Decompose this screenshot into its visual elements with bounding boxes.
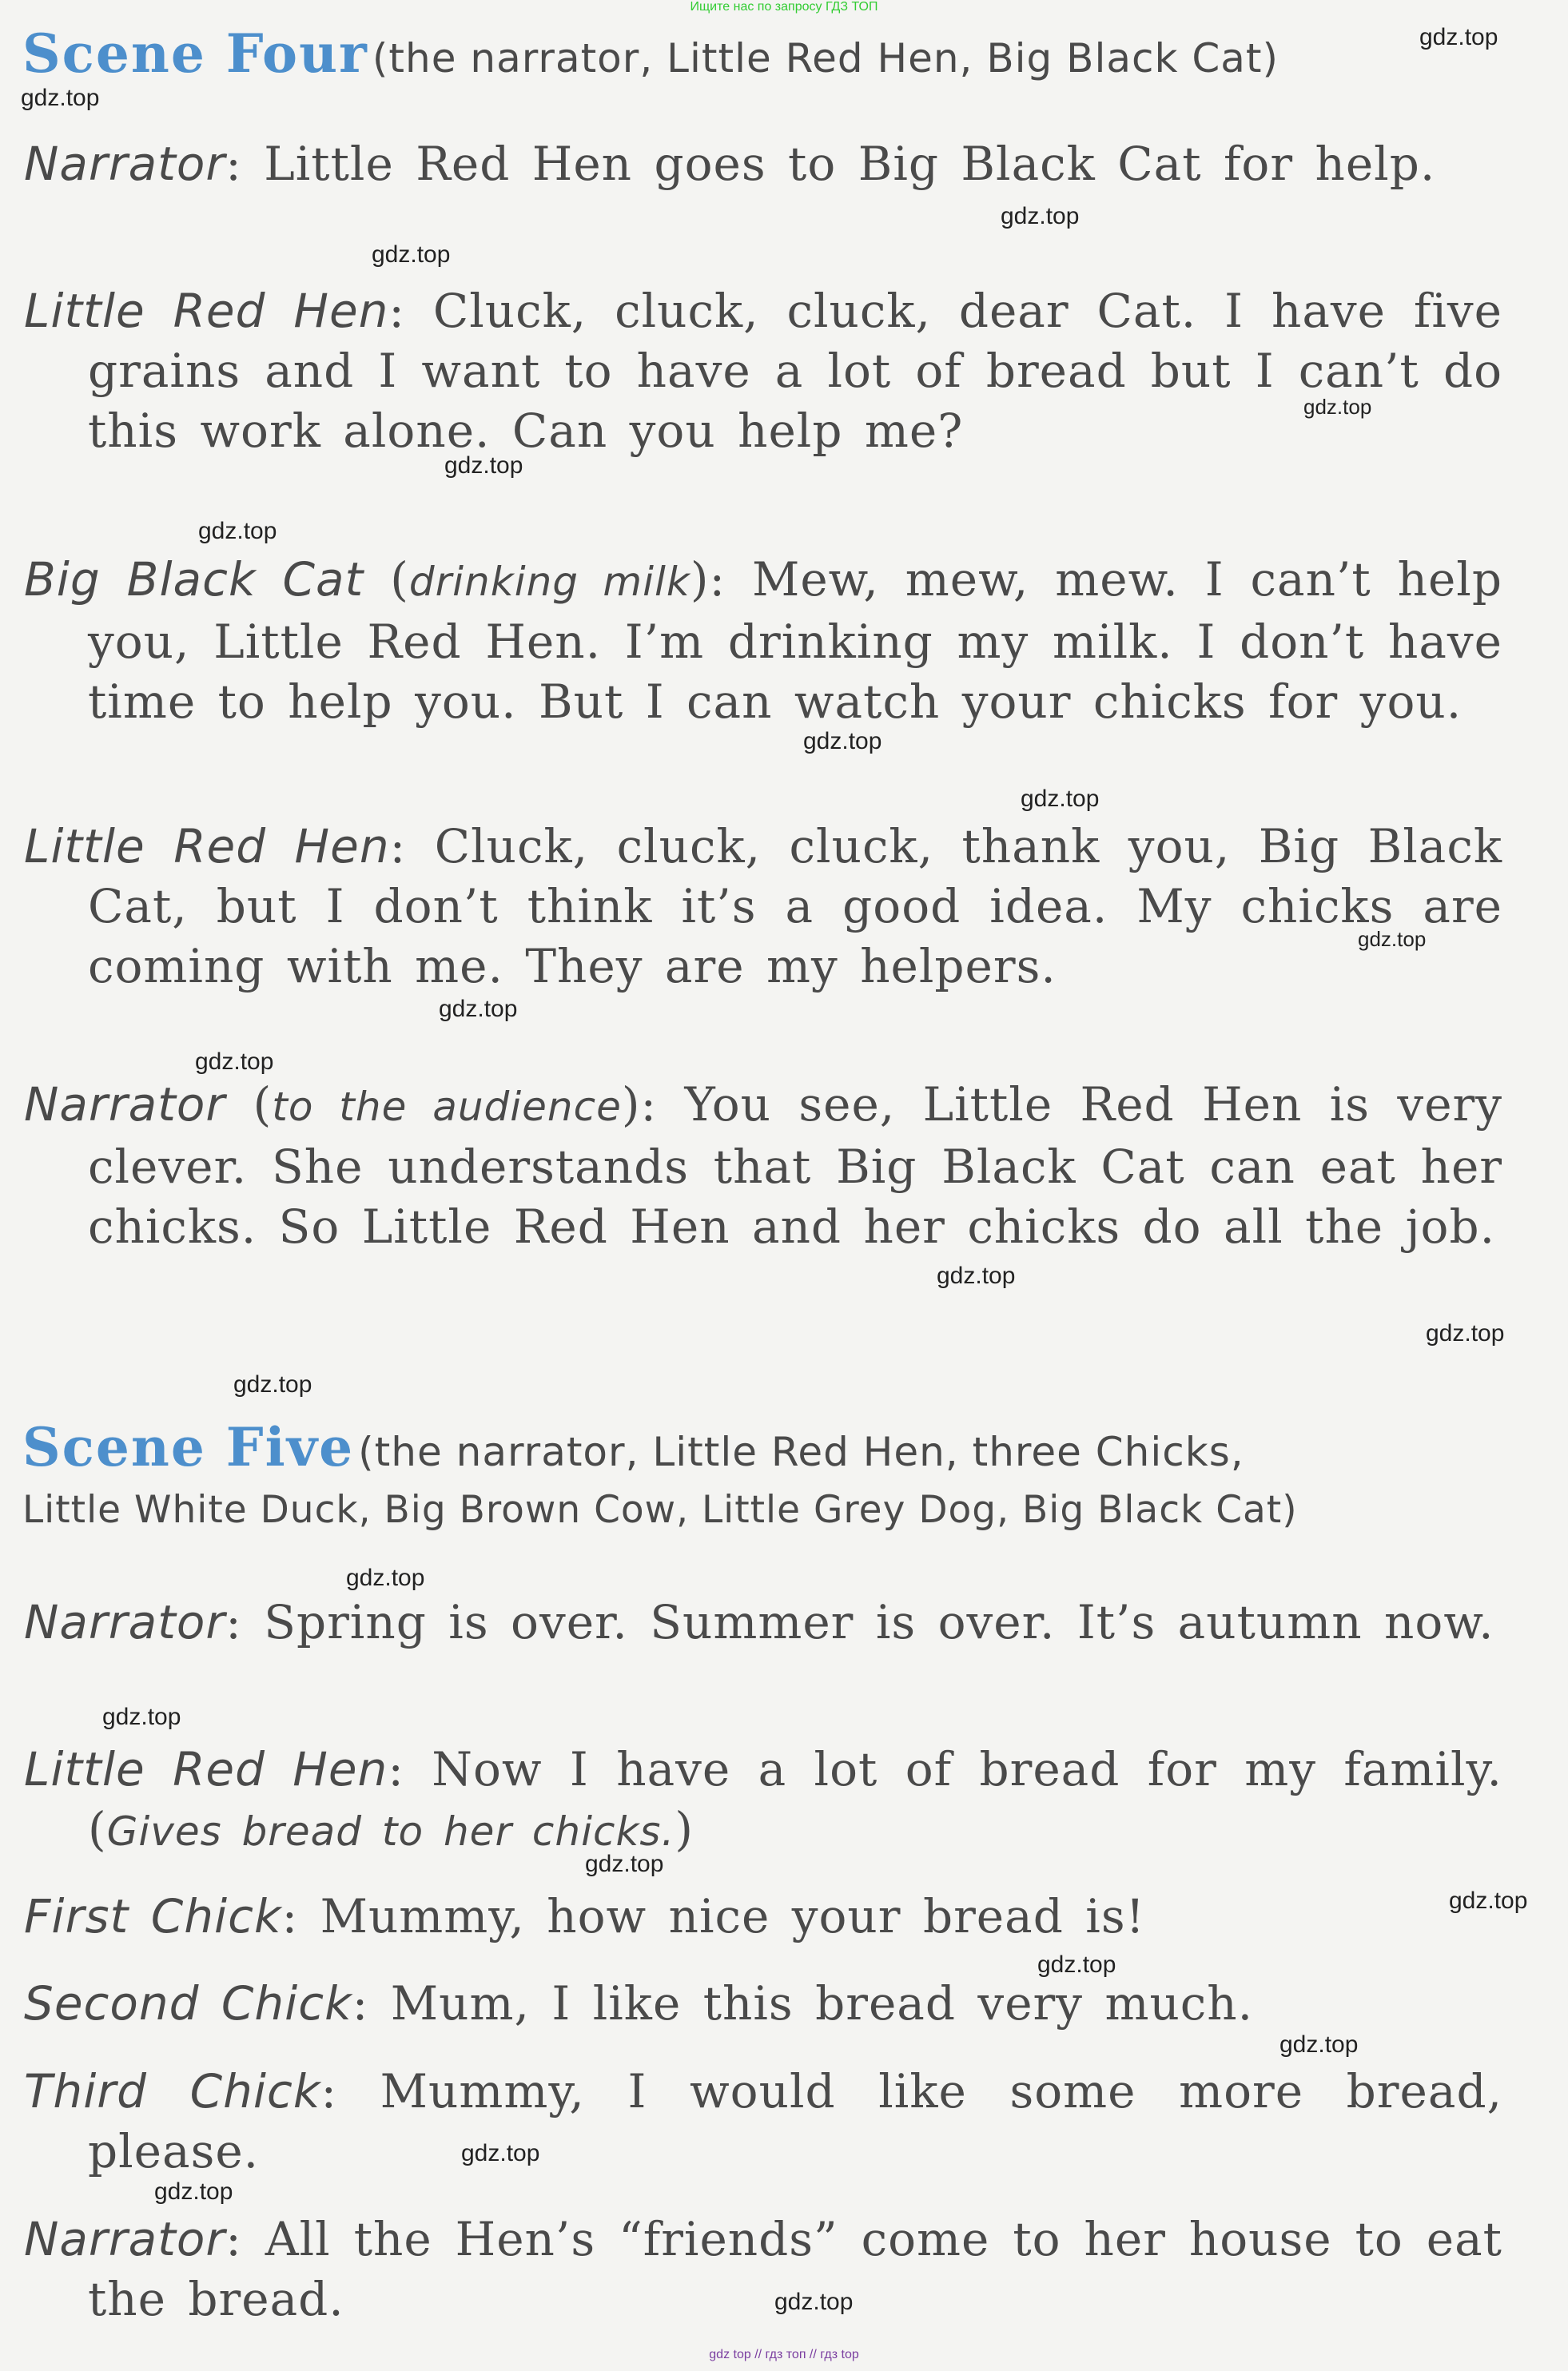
line-text: Mummy, I would like some more bread, please. <box>88 2064 1503 2178</box>
line-text: Mew, mew, mew. I can’t help you, Little Red Hen. I’m drinking my milk. I don’t have time to help you. But I can watch your chicks for you. <box>88 552 1502 729</box>
line-text: All the Hen’s “friends” come to her house to eat the bread. <box>88 2212 1502 2326</box>
speaker-name: Third Chick <box>24 2064 321 2118</box>
speaker-name: First Chick <box>24 1889 282 1943</box>
speaker-name: Little Red Hen <box>24 1742 388 1796</box>
line-text: You see, Little Red Hen is very clever. She understands that Big Black Cat can eat her chicks. So Little Red Hen and her chicks do all the job. <box>88 1077 1503 1254</box>
watermark: gdz.top <box>21 85 100 111</box>
watermark: gdz.top <box>803 728 882 754</box>
watermark: gdz.top <box>1449 1888 1528 1914</box>
watermark: gdz.top <box>1426 1320 1505 1347</box>
stage-direction: Gives bread to her chicks. <box>106 1808 675 1855</box>
dialogue-line: Narrator (to the audience): You see, Little Red Hen is very clever. She understands that Big Black Cat can eat her chicks. So Little Red Hen and her chicks do all the job. <box>24 1077 1503 1254</box>
line-text: Little Red Hen goes to Big Black Cat for help. <box>264 137 1436 191</box>
top-banner: Ищите нас по запросу ГДЗ ТОП <box>690 0 878 14</box>
watermark: gdz.top <box>1358 927 1427 951</box>
watermark: gdz.top <box>439 996 518 1022</box>
watermark: gdz.top <box>461 2140 540 2166</box>
scene-four-title: Scene Four <box>22 22 368 85</box>
line-text: Cluck, cluck, cluck, thank you, Big Black Cat, but I don’t think it’s a good idea. My chicks are coming with me. They are my helpers. <box>88 819 1503 993</box>
watermark: gdz.top <box>195 1048 274 1075</box>
dialogue-line: First Chick: Mummy, how nice your bread is! <box>24 1889 1145 1943</box>
watermark: gdz.top <box>585 1851 664 1877</box>
watermark: gdz.top <box>444 452 523 479</box>
watermark: gdz.top <box>198 518 277 544</box>
scene-five-title: Scene Five <box>22 1416 355 1478</box>
dialogue-line: Narrator: Little Red Hen goes to Big Black Cat for help. <box>24 137 1436 191</box>
dialogue-line: Second Chick: Mum, I like this bread very much. <box>24 1976 1254 2031</box>
line-text: Mummy, how nice your bread is! <box>320 1889 1145 1943</box>
dialogue-line: Narrator: Spring is over. Summer is over. It’s autumn now. <box>24 1595 1494 1649</box>
stage-direction: to the audience <box>272 1084 622 1130</box>
watermark: gdz.top <box>774 2289 854 2315</box>
speaker-name: Second Chick <box>24 1976 352 2031</box>
speaker-name: Little Red Hen <box>24 819 390 873</box>
line-text: Cluck, cluck, cluck, dear Cat. I have five grains and I want to have a lot of bread but I can’t do this work alone. Can you help me? <box>88 284 1503 458</box>
watermark: gdz.top <box>372 241 451 268</box>
speaker-name: Big Black Cat <box>24 552 364 607</box>
dialogue-line: Narrator: All the Hen’s “friends” come to her house to eat the bread. <box>24 2212 1502 2326</box>
scene-four-header <box>22 22 1279 85</box>
line-text: Now I have a lot of bread for my family. <box>432 1742 1502 1796</box>
watermark: gdz.top <box>1001 203 1080 229</box>
watermark: gdz.top <box>233 1371 312 1398</box>
watermark: gdz.top <box>1279 2031 1359 2058</box>
stage-direction: drinking milk <box>408 559 690 605</box>
watermark: gdz.top <box>346 1565 425 1591</box>
watermark: gdz.top <box>154 2178 233 2205</box>
watermark: gdz.top <box>937 1263 1016 1289</box>
dialogue-line: Little Red Hen: Cluck, cluck, cluck, dear Cat. I have five grains and I want to have a lot of bread but I can’t do this work alone. Can you help me? <box>24 284 1503 458</box>
dialogue-line: Big Black Cat (drinking milk): Mew, mew, mew. I can’t help you, Little Red Hen. I’m drinking my milk. I don’t have time to help you. But I can watch your chicks for you. <box>24 552 1502 729</box>
speaker-name: Little Red Hen <box>24 284 389 338</box>
scene-five-cast-continued: Little White Duck, Big Brown Cow, Little Grey Dog, Big Black Cat) <box>22 1488 1298 1532</box>
speaker-name: Narrator <box>24 137 226 191</box>
speaker-name: Narrator <box>24 2212 226 2266</box>
line-text: Spring is over. Summer is over. It’s autumn now. <box>264 1595 1494 1649</box>
watermark: gdz.top <box>1021 786 1100 812</box>
watermark: gdz.top <box>1303 395 1372 419</box>
line-text: Mum, I like this bread very much. <box>390 1976 1254 2031</box>
speaker-name: Narrator <box>24 1077 226 1132</box>
scene-four-cast: (the narrator, Little Red Hen, Big Black Cat) <box>372 35 1279 82</box>
bottom-banner: gdz top // гдз топ // гдз top <box>709 2348 859 2361</box>
scene-five-header <box>22 1416 1244 1478</box>
scene-five-cast: (the narrator, Little Red Hen, three Chicks, <box>358 1429 1244 1475</box>
dialogue-line: Third Chick: Mummy, I would like some more bread, please. <box>24 2064 1503 2178</box>
dialogue-line: Little Red Hen: Now I have a lot of bread for my family. (Gives bread to her chicks.) <box>24 1742 1502 1856</box>
watermark: gdz.top <box>1037 1951 1116 1978</box>
speaker-name: Narrator <box>24 1595 226 1649</box>
dialogue-line: Little Red Hen: Cluck, cluck, cluck, thank you, Big Black Cat, but I don’t think it’s a good idea. My chicks are coming with me. They are my helpers. <box>24 819 1503 993</box>
watermark: gdz.top <box>102 1704 181 1730</box>
watermark: gdz.top <box>1419 24 1498 50</box>
